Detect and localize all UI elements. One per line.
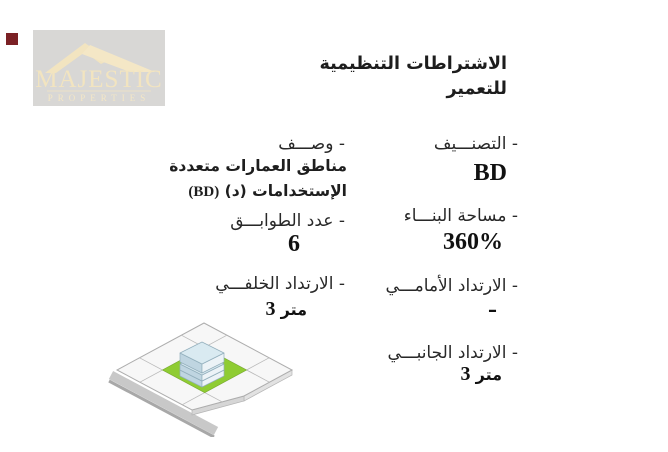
company-logo <box>33 30 165 106</box>
classification-value: BD <box>473 160 507 186</box>
building-area-value: 360% <box>443 229 503 255</box>
description-label: - وصـــف <box>278 134 345 154</box>
logo-sub-text: PROPERTIES <box>47 93 151 103</box>
description-value-line2-en: (BD) <box>188 184 220 200</box>
floors-label: - عدد الطوابـــق <box>230 211 345 231</box>
description-value-line2-ar: الإستخدامات (د) <box>224 182 347 200</box>
front-setback-value: – <box>488 300 497 321</box>
page-title <box>267 52 507 102</box>
building-area-label: - مساحة البنـــاء <box>403 206 518 226</box>
side-setback-number: 3 <box>460 363 471 385</box>
plot-diagram <box>100 315 305 437</box>
plot-diagram-graphic <box>100 315 305 437</box>
page-title-line1: الاشتراطات التنظيمية <box>319 54 507 74</box>
side-setback-label: - الارتداد الجانبـــي <box>387 343 518 363</box>
front-setback-label: - الارتداد الأمامـــي <box>385 276 518 296</box>
page-title-line2: للتعمير <box>446 79 507 99</box>
classification-label: - التصنـــيف <box>433 134 518 154</box>
side-setback-value <box>461 363 502 386</box>
logo-brand-text: MAJESTIC <box>35 66 163 93</box>
accent-square <box>6 33 18 45</box>
rear-setback-number: 3 <box>265 298 276 320</box>
rear-setback-label: - الارتداد الخلفـــي <box>215 274 345 294</box>
rear-setback-unit: متر <box>280 300 307 319</box>
floors-value: 6 <box>288 231 300 257</box>
description-value-line2 <box>188 180 347 204</box>
logo-graphic <box>33 30 165 106</box>
description-value-line1: مناطق العمارات متعددة <box>169 157 347 175</box>
side-setback-unit: متر <box>475 365 502 384</box>
